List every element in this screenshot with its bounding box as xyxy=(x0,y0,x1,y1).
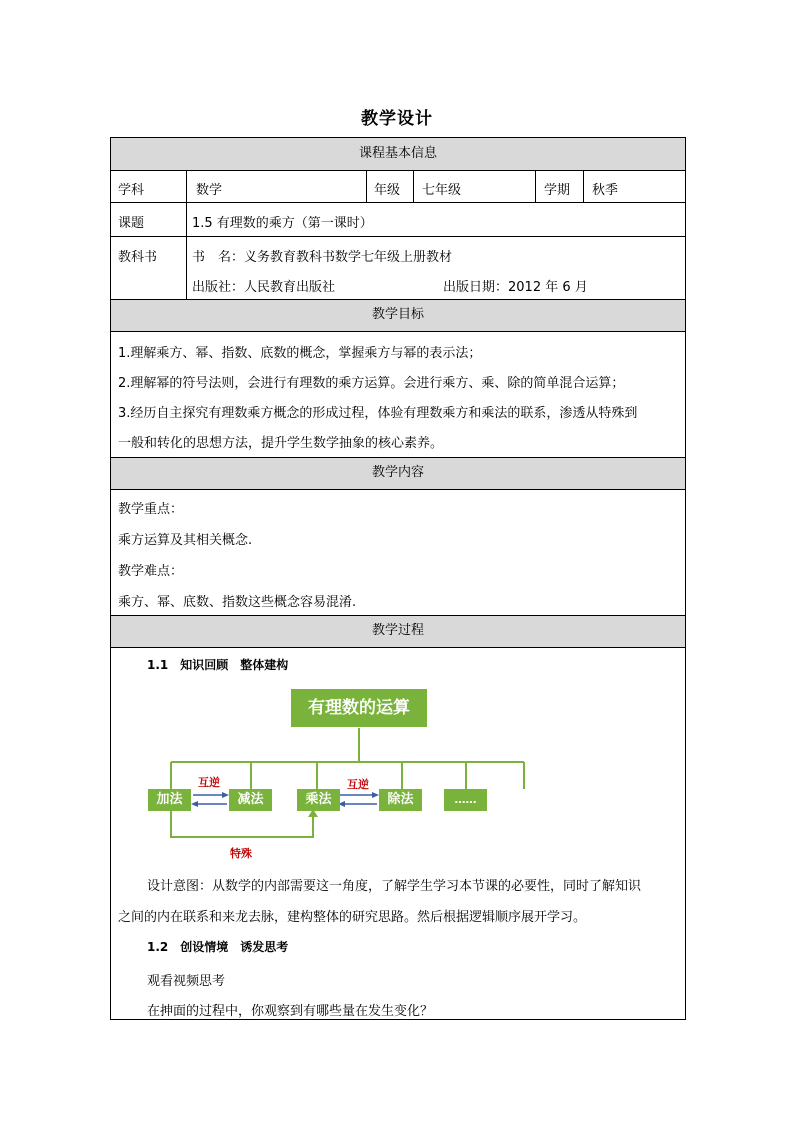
diagram-multiply-box: 乘法 xyxy=(297,789,340,811)
section-header-objectives: 教学目标 xyxy=(111,299,685,332)
step-2-text-1: 观看视频思考 xyxy=(147,974,226,989)
objective-3: 3.经历自主探究有理数乘方概念的形成过程，体验有理数乘方和乘法的联系，渗透从特殊到 xyxy=(118,406,638,421)
step-2-title: 1.2 创设情境 诱发思考 xyxy=(147,940,289,954)
topic-label: 课题 xyxy=(118,216,145,231)
objective-3-cont: 一般和转化的思想方法，提升学生数学抽象的核心素养。 xyxy=(118,436,444,451)
section-header-content: 教学内容 xyxy=(111,457,685,490)
grade-value: 七年级 xyxy=(422,183,462,198)
lesson-plan-table xyxy=(110,137,686,1020)
book-name: 书 名：义务教育教科书数学七年级上册教材 xyxy=(192,250,453,265)
topic-value: 1.5 有理数的乘方（第一课时） xyxy=(192,216,373,231)
special-label: 特殊 xyxy=(230,847,252,860)
document-title: 教学设计 xyxy=(361,109,433,129)
step-1-title: 1.1 知识回顾 整体建构 xyxy=(147,658,289,672)
inverse-label-add-subtract: 互逆 xyxy=(198,776,220,789)
difficulty-text: 乘方、幂、底数、指数这些概念容易混淆. xyxy=(118,595,357,610)
inverse-label-multiply-divide: 互逆 xyxy=(347,778,369,791)
key-point-label: 教学重点： xyxy=(118,502,184,517)
publisher: 出版社：人民教育出版社 xyxy=(192,280,336,295)
special-connector xyxy=(171,811,313,837)
key-point-text: 乘方运算及其相关概念. xyxy=(118,533,253,548)
arrowhead xyxy=(222,792,229,798)
section-header-process: 教学过程 xyxy=(111,615,685,648)
subject-value: 数学 xyxy=(196,183,223,198)
objective-2: 2.理解幂的符号法则，会进行有理数的乘方运算。会进行乘方、乘、除的简单混合运算； xyxy=(118,376,625,391)
difficulty-label: 教学难点： xyxy=(118,564,184,579)
diagram-subtract-box: 减法 xyxy=(229,789,272,811)
design-intent-line-1: 设计意图：从数学的内部需要这一角度，了解学生学习本节课的必要性，同时了解知识 xyxy=(147,879,642,894)
grade-label: 年级 xyxy=(374,183,401,198)
step-2-text-2: 在抻面的过程中，你观察到有哪些量在发生变化？ xyxy=(147,1004,434,1019)
term-value: 秋季 xyxy=(592,183,619,198)
diagram-add-box: 加法 xyxy=(148,789,191,811)
design-intent-line-2: 之间的内在联系和来龙去脉，建构整体的研究思路。然后根据逻辑顺序展开学习。 xyxy=(118,910,587,925)
arrowhead xyxy=(372,792,379,798)
diagram-root-box: 有理数的运算 xyxy=(291,689,427,727)
arrowhead xyxy=(191,801,198,807)
publish-date: 出版日期：2012 年 6 月 xyxy=(443,280,588,295)
diagram-divide-box: 除法 xyxy=(379,789,422,811)
subject-label: 学科 xyxy=(118,183,145,198)
diagram-more-box: …… xyxy=(444,789,487,811)
objective-1: 1.理解乘方、幂、指数、底数的概念，掌握乘方与幂的表示法； xyxy=(118,346,482,361)
textbook-label: 教科书 xyxy=(118,250,158,265)
section-header-basic-info: 课程基本信息 xyxy=(111,138,685,171)
term-label: 学期 xyxy=(544,183,571,198)
